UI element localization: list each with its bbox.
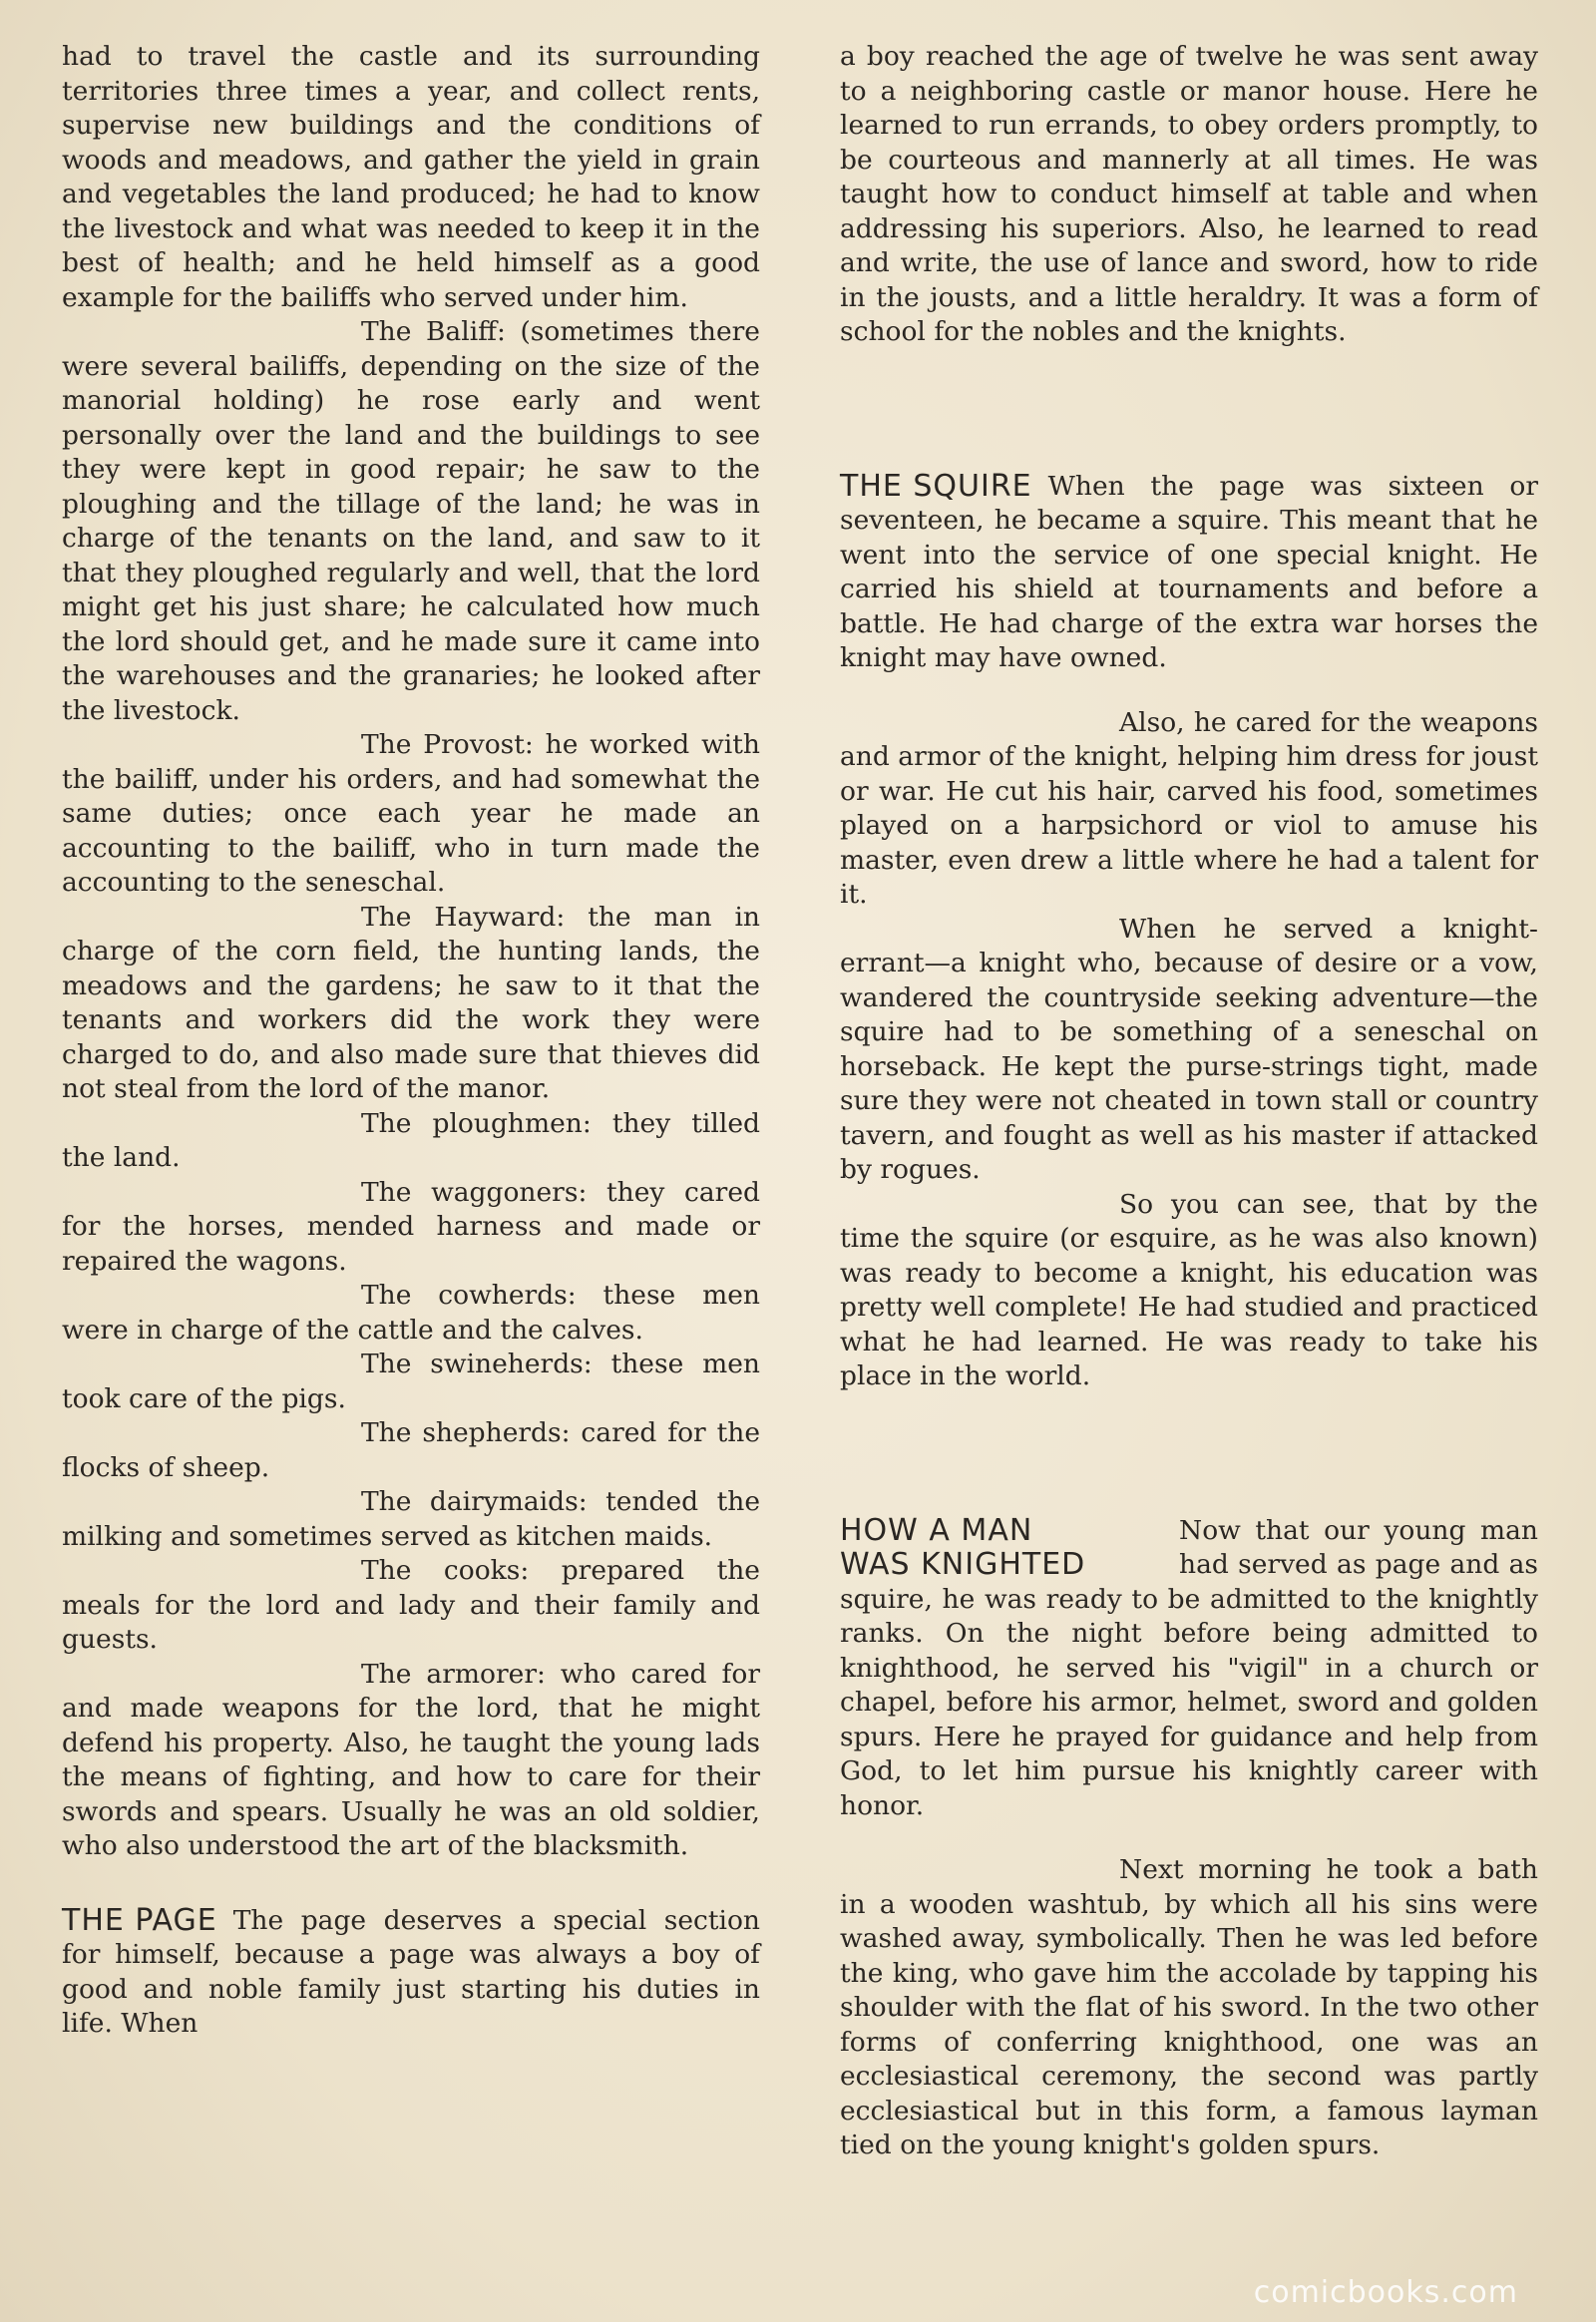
- paragraph-knighted-2: Next morning he took a bath in a wooden washtub, by which all his sins were washed away, symbolically. Then he was led before the king, who gave him the accolade by tapping his shoulder with the flat of his sword. In the two other forms of conferring knighthood, one was an ecclesiastical ceremony, the second was partly ecclesiastical but in this form, a famous layman tied on the young knight's golden spurs.: [840, 1854, 1538, 2160]
- watermark: comicbooks.com: [1253, 2275, 1518, 2310]
- paragraph-swineherds: The swineherds: these men took care of the pigs.: [62, 1349, 760, 1414]
- paragraph-hayward: The Hayward: the man in charge of the corn field, the hunting lands, the meadows and the gardens; he saw to it that the tenants and workers did the work they were charged to do, and also made sure that thieves did not steal from the lord of the manor.: [62, 901, 760, 1104]
- paragraph-the-page: The page deserves a special section for himself, because a page was always a boy of good and noble family just starting his duties in life. When: [62, 1904, 760, 2039]
- section-the-page: [62, 1904, 760, 2042]
- section-how-a-man-was-knighted: [840, 1514, 1538, 1824]
- heading-how-a-man-was-knighted: [840, 1514, 1179, 1583]
- paragraph-page-continued: a boy reached the age of twelve he was sent away to a neighboring castle or manor house. Here he learned to run errands, to obey orders promptly, to be courteous and mannerly at all times. He was taught how to conduct himself at table and when addressing his superiors. Also, he learned to read and write, the use of lance and sword, how to ride in the jousts, and a little heraldry. It was a form of school for the nobles and the knights.: [840, 41, 1538, 347]
- heading-the-squire: THE SQUIRE: [840, 468, 1032, 504]
- paragraph-seneschal-duties: had to travel the castle and its surrounding territories three times a year, and collect rents, supervise new buildings and the conditions of woods and meadows, and gather the yield in grain and vegetables the land produced; he had to know the livestock and what was needed to keep it in the best of health; and he held himself as a good example for the bailiffs who served under him.: [62, 41, 760, 313]
- left-column: [62, 40, 760, 2042]
- paragraph-dairymaids: The dairymaids: tended the milking and sometimes served as kitchen maids.: [62, 1486, 760, 1552]
- paragraph-cowherds: The cowherds: these men were in charge of the cattle and the calves.: [62, 1280, 760, 1346]
- paragraph-knighted-1: Now that our young man had served as page and as squire, he was ready to be admitted to the knightly ranks. On the night before being admitted to knighthood, he served his "vigil" in a church or chapel, before his armor, helmet, sword and golden spurs. Here he prayed for guidance and help from God, to let him pursue his knightly career with honor.: [840, 1514, 1538, 1821]
- paragraph-shepherds: The shepherds: cared for the flocks of sheep.: [62, 1417, 760, 1483]
- paragraph-armorer: The armorer: who cared for and made weapons for the lord, that he might defend his property. Also, he taught the young lads the means of fighting, and how to care for their swords and spears. Usually he was an old soldier, who also understood the art of the blacksmith.: [62, 1658, 760, 1861]
- right-column: [840, 40, 1538, 2163]
- heading-the-page: THE PAGE: [62, 1902, 217, 1938]
- heading-line-1: HOW A MAN: [840, 1512, 1033, 1548]
- paragraph-cooks: The cooks: prepared the meals for the lord and lady and their family and guests.: [62, 1555, 760, 1655]
- paragraph-bailiff: The Baliff: (sometimes there were several bailiffs, depending on the size of the manorial holding) he rose early and went personally over the land and the buildings to see they were kept in good repair; he saw to the ploughing and the tillage of the land; he was in charge of the tenants on the land, and saw to it that they ploughed regularly and well, that the lord might get his just share; he calculated how much the lord should get, and he made sure it came into the warehouses and the granaries; he looked after the livestock.: [62, 316, 760, 726]
- paragraph-squire-3: When he served a knight-errant—a knight who, because of desire or a vow, wandered the countryside seeking adventure—the squire had to be something of a seneschal on horseback. He kept the purse-strings tight, made sure they were not cheated in town stall or country tavern, and fought as well as his master if attacked by rogues.: [840, 913, 1538, 1185]
- paragraph-provost: The Provost: he worked with the bailiff, under his orders, and had somewhat the same duties; once each year he made an accounting to the bailiff, who in turn made the accounting to the seneschal.: [62, 729, 760, 898]
- paragraph-squire-2: Also, he cared for the weapons and armor of the knight, helping him dress for joust or war. He cut his hair, carved his food, sometimes played on a harpsichord or viol to amuse his master, even drew a little where he had a talent for it.: [840, 706, 1538, 910]
- paragraph-waggoners: The waggoners: they cared for the horses, mended harness and made or repaired the wagons.: [62, 1176, 760, 1277]
- paragraph-ploughmen: The ploughmen: they tilled the land.: [62, 1107, 760, 1173]
- paragraph-squire-4: So you can see, that by the time the squire (or esquire, as he was also known) was ready to become a knight, his education was pretty well complete! He had studied and practiced what he had learned. He was ready to take his place in the world.: [840, 1188, 1538, 1391]
- section-the-squire: [840, 470, 1538, 676]
- paragraph-squire-1: When the page was sixteen or seventeen, he became a squire. This meant that he went into the service of one special knight. He carried his shield at tournaments and before a battle. He had charge of the extra war horses the knight may have owned.: [840, 470, 1538, 673]
- heading-line-2: WAS KNIGHTED: [840, 1547, 1086, 1582]
